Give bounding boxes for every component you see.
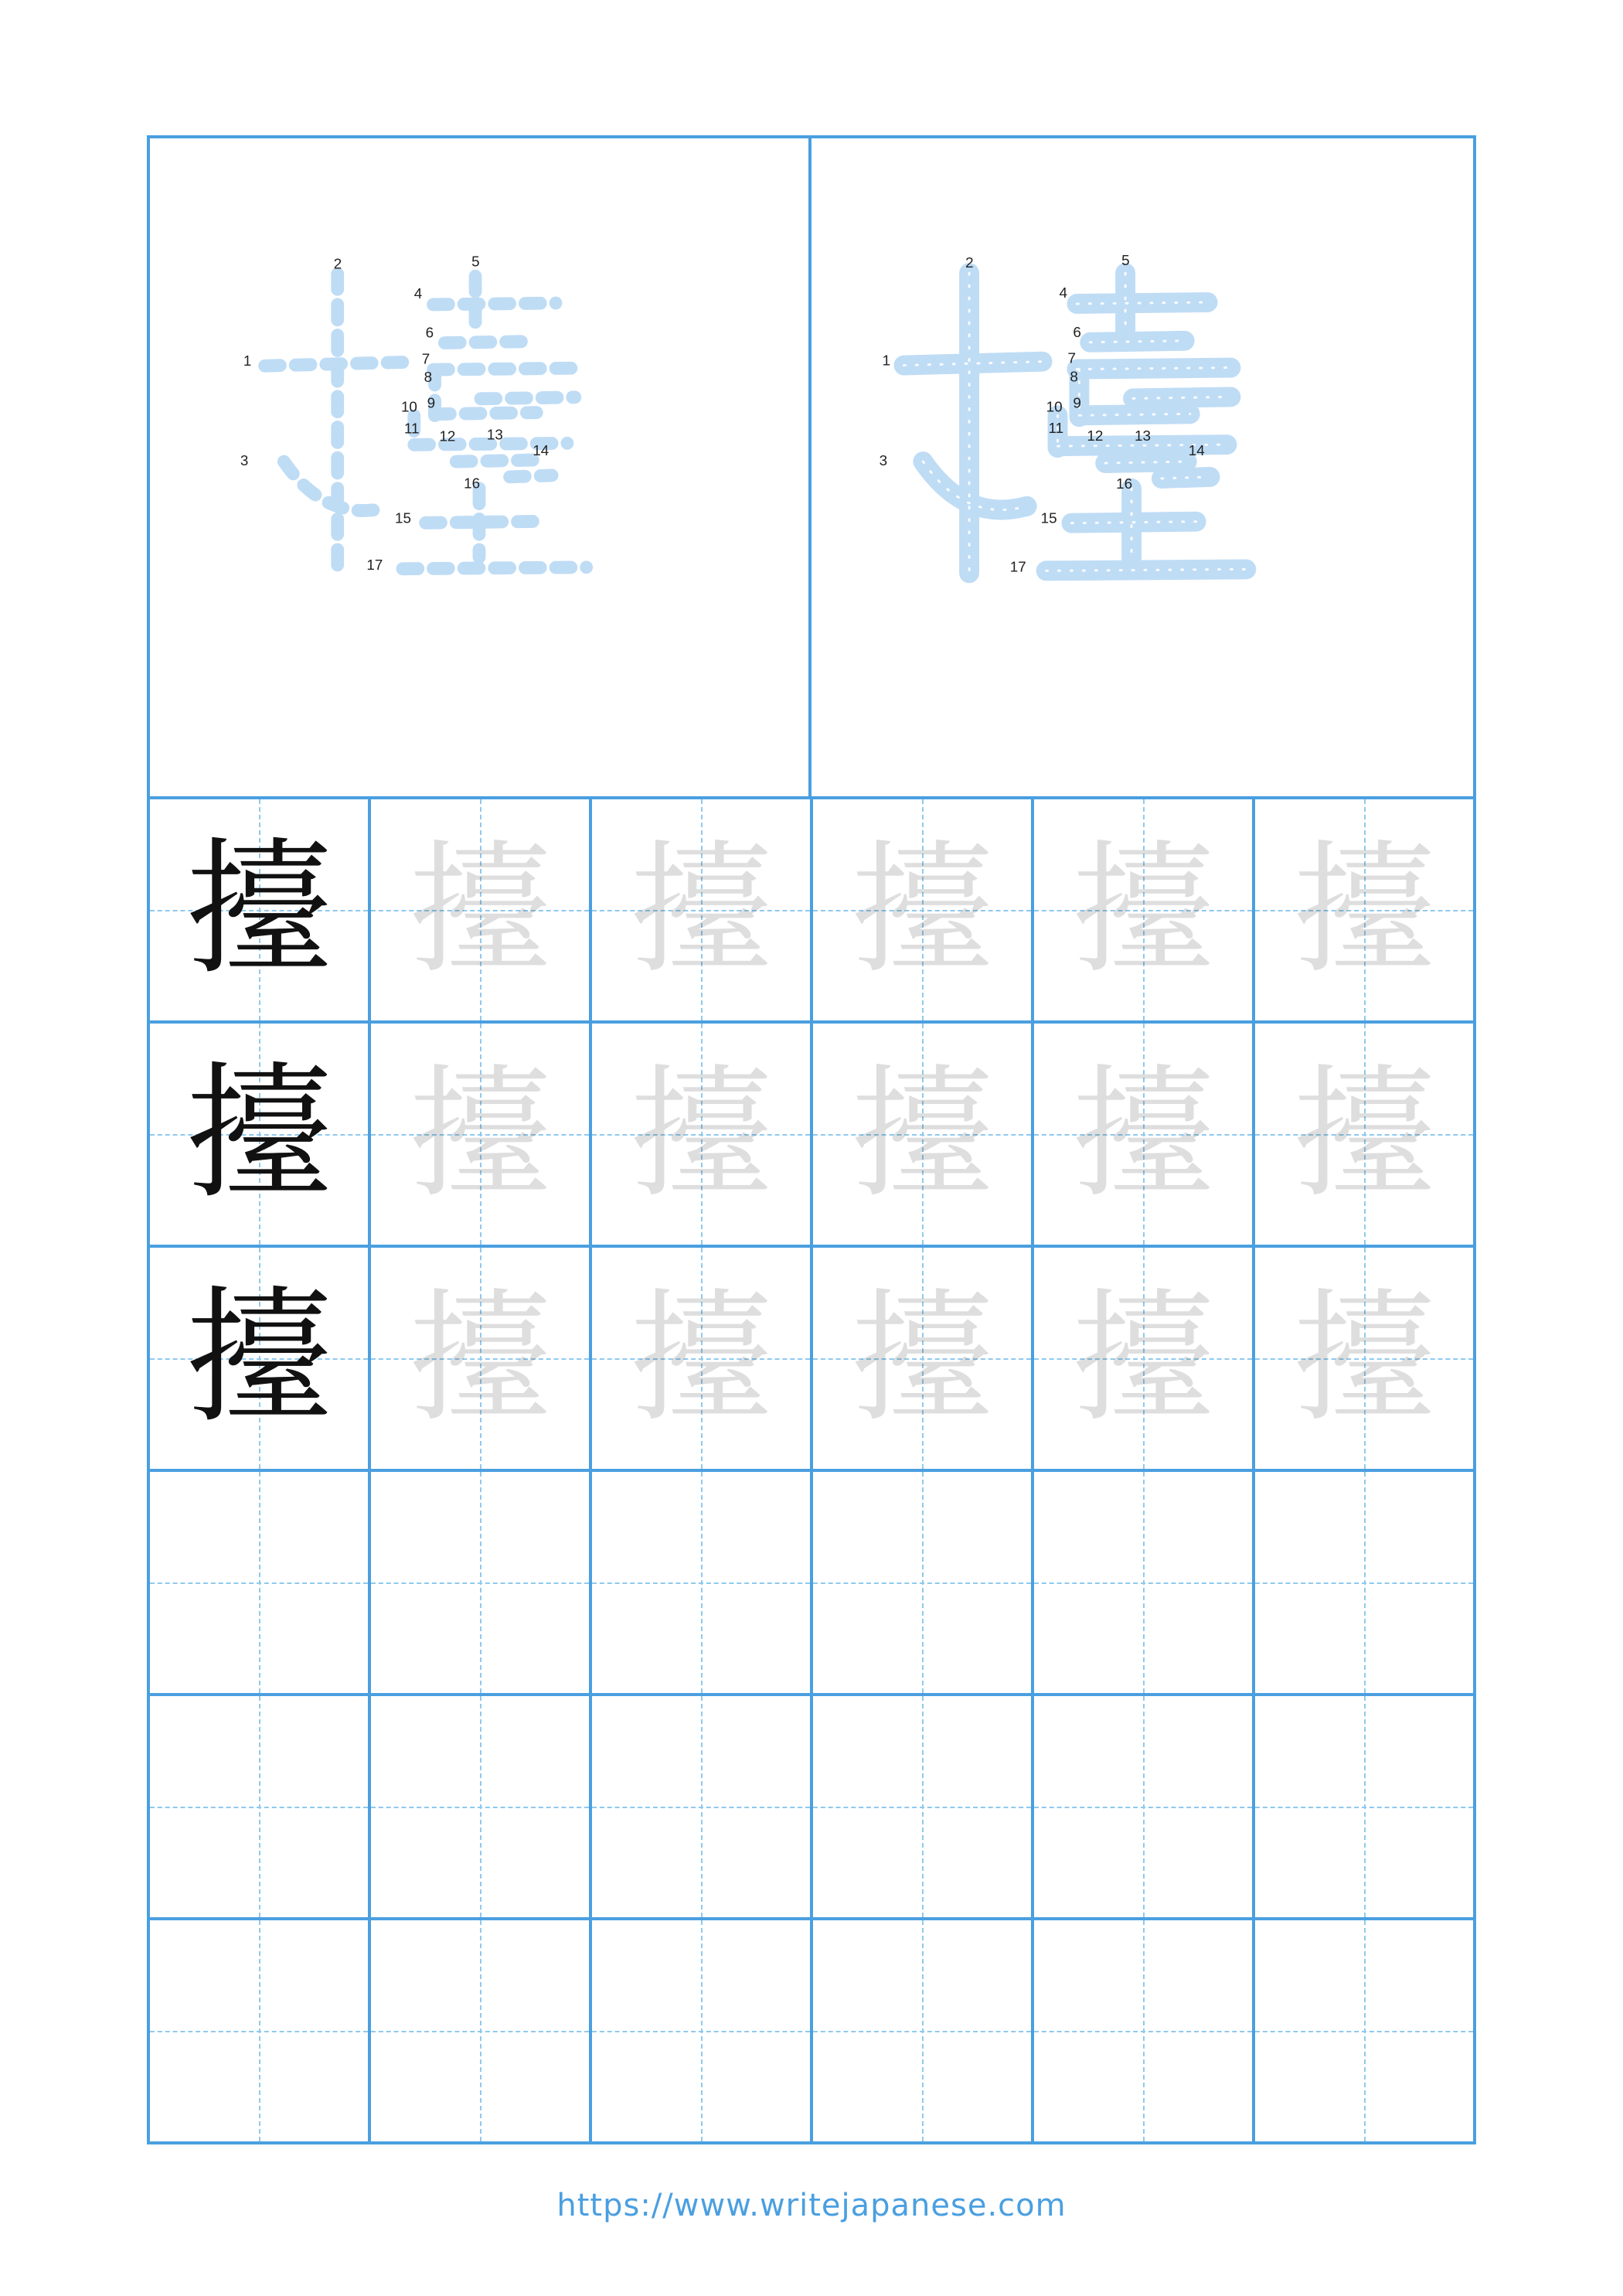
practice-cell[interactable] [813,1920,1034,2144]
stroke-number: 3 [879,453,888,470]
stroke-number: 8 [424,369,433,386]
stroke-number: 6 [425,324,434,341]
guide-line-horizontal [371,1807,589,1808]
stroke-number: 12 [1087,428,1104,445]
stroke-number: 5 [471,253,480,270]
kanji-tracing-guide: 擡 [1292,826,1436,993]
kanji-model: 擡 [185,1272,332,1443]
stroke-number: 1 [882,353,891,370]
kanji-tracing-guide: 擡 [1071,826,1215,993]
practice-cell[interactable] [1034,1696,1255,1920]
worksheet [147,135,1476,2223]
stroke-order-outline-diagram [150,138,808,796]
practice-cell[interactable] [150,1248,371,1472]
practice-cell[interactable] [371,1696,592,1920]
practice-cell[interactable] [371,799,592,1024]
kanji-tracing-guide: 擡 [408,1050,552,1218]
stroke-number: 11 [403,420,420,437]
stroke-number: 15 [395,509,411,526]
stroke-number: 7 [1067,350,1076,367]
stroke-number: 2 [965,255,974,272]
practice-cell[interactable] [1255,1920,1476,2144]
practice-cell[interactable] [1255,799,1476,1024]
practice-row [150,1696,1476,1920]
practice-cell[interactable] [150,1472,371,1696]
kanji-tracing-guide: 擡 [1071,1050,1215,1218]
practice-cell[interactable] [813,1248,1034,1472]
practice-cell[interactable] [592,1920,813,2144]
practice-cell[interactable] [1255,1472,1476,1696]
guide-line-horizontal [592,1807,810,1808]
practice-cell[interactable] [371,1920,592,2144]
guide-line-horizontal [1034,2031,1252,2032]
practice-cell[interactable] [1255,1696,1476,1920]
kanji-tracing-guide: 擡 [850,826,994,993]
kanji-tracing-guide: 擡 [408,1274,552,1442]
stroke-number: 13 [486,426,503,443]
stroke-number: 10 [1046,399,1063,416]
guide-line-horizontal [1255,1807,1473,1808]
kanji-model: 擡 [185,824,332,995]
practice-cell[interactable] [1034,1472,1255,1696]
stroke-number: 10 [400,398,417,415]
practice-cell[interactable] [150,1920,371,2144]
stroke-number: 17 [366,556,383,573]
practice-row [150,1920,1476,2144]
guide-line-horizontal [1034,1582,1252,1584]
guide-line-horizontal [371,2031,589,2032]
guide-line-horizontal [1255,1582,1473,1584]
practice-row [150,1248,1476,1472]
guide-line-horizontal [813,1582,1031,1584]
stroke-number: 14 [532,442,550,459]
practice-cell[interactable] [1034,1920,1255,2144]
stroke-number: 2 [333,255,342,272]
guide-line-horizontal [592,2031,810,2032]
kanji-tracing-guide: 擡 [1292,1274,1436,1442]
guide-line-horizontal [592,1582,810,1584]
stroke-number: 5 [1121,253,1130,270]
guide-line-horizontal [813,2031,1031,2032]
practice-cell[interactable] [1255,1248,1476,1472]
stroke-number: 11 [1048,421,1064,438]
kanji-model: 擡 [185,1048,332,1219]
practice-cell[interactable] [1034,799,1255,1024]
practice-cell[interactable] [592,1696,813,1920]
stroke-order-outline-panel [150,138,812,796]
stroke-number: 16 [1116,475,1133,492]
stroke-number: 8 [1070,369,1078,386]
stroke-number: 4 [413,285,423,302]
practice-row [150,799,1476,1024]
practice-cell[interactable] [371,1472,592,1696]
kanji-tracing-guide: 擡 [629,1050,773,1218]
footer-url[interactable]: https://www.writejapanese.com [556,2188,1067,2223]
kanji-tracing-guide: 擡 [1292,1050,1436,1218]
practice-row [150,1024,1476,1248]
practice-cell[interactable] [150,1024,371,1248]
practice-cell[interactable] [592,1472,813,1696]
practice-cell[interactable] [813,1472,1034,1696]
practice-cell[interactable] [813,799,1034,1024]
practice-grid [147,796,1476,2144]
practice-cell[interactable] [1034,1024,1255,1248]
practice-cell[interactable] [150,1696,371,1920]
guide-line-horizontal [1255,2031,1473,2032]
stroke-number: 3 [240,452,249,469]
guide-line-horizontal [813,1807,1031,1808]
practice-cell[interactable] [592,799,813,1024]
practice-cell[interactable] [592,1248,813,1472]
stroke-number: 1 [243,353,252,370]
practice-cell[interactable] [1255,1024,1476,1248]
kanji-tracing-guide: 擡 [629,826,773,993]
stroke-order-filled-diagram [812,138,1473,796]
stroke-number: 14 [1188,443,1205,460]
practice-cell[interactable] [1034,1248,1255,1472]
kanji-tracing-guide: 擡 [408,826,552,993]
kanji-tracing-guide: 擡 [1071,1274,1215,1442]
practice-cell[interactable] [371,1248,592,1472]
stroke-number: 16 [464,475,481,492]
kanji-tracing-guide: 擡 [629,1274,773,1442]
practice-cell[interactable] [371,1024,592,1248]
stroke-number: 4 [1059,285,1068,302]
practice-cell[interactable] [592,1024,813,1248]
stroke-order-panels [147,135,1476,796]
stroke-number: 9 [1073,395,1081,412]
stroke-number: 15 [1040,510,1057,527]
stroke-order-filled-panel [812,138,1473,796]
practice-cell[interactable] [813,1024,1034,1248]
guide-line-horizontal [1034,1807,1252,1808]
practice-cell[interactable] [813,1696,1034,1920]
guide-line-horizontal [150,2031,368,2032]
stroke-number: 13 [1135,428,1152,445]
stroke-number: 17 [1009,559,1026,576]
kanji-tracing-guide: 擡 [850,1274,994,1442]
guide-line-horizontal [150,1582,368,1584]
stroke-number: 9 [427,394,436,411]
guide-line-horizontal [371,1582,589,1584]
practice-cell[interactable] [150,799,371,1024]
stroke-number: 7 [421,350,430,367]
practice-row [150,1472,1476,1696]
guide-line-horizontal [150,1807,368,1808]
kanji-tracing-guide: 擡 [850,1050,994,1218]
stroke-number: 12 [439,428,456,445]
stroke-number: 6 [1073,324,1081,341]
